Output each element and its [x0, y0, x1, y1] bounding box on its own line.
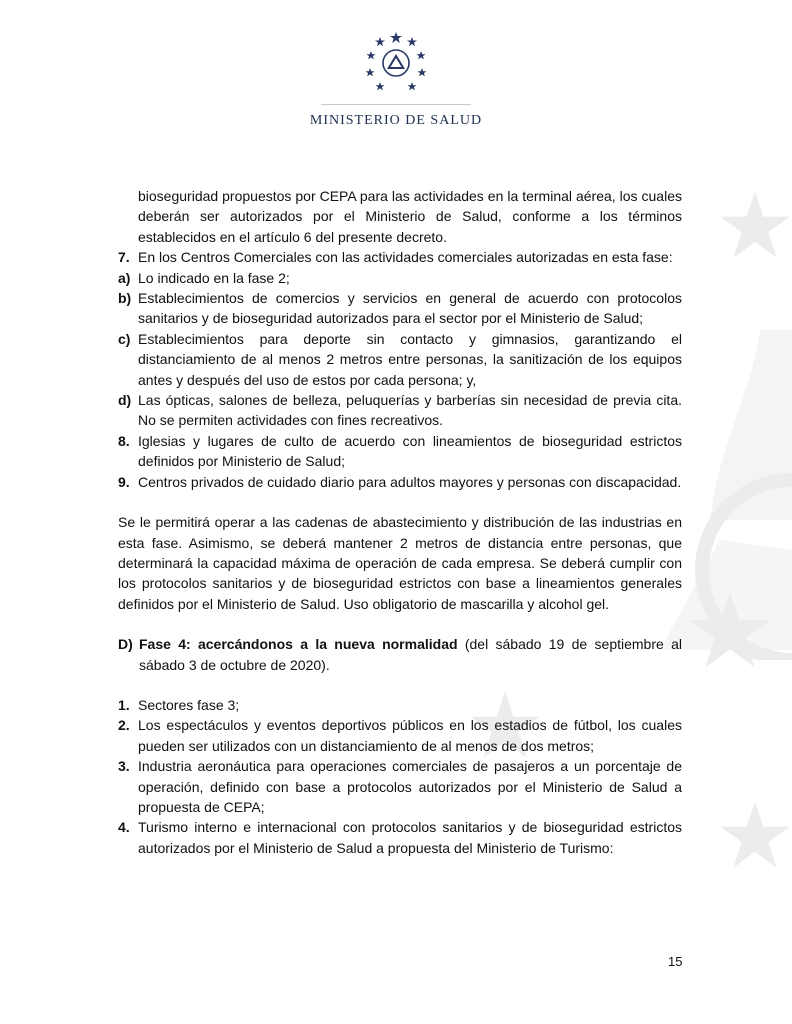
document-body [118, 186, 682, 858]
list-item-marker: d) [118, 392, 132, 409]
watermark-star-icon [720, 190, 790, 260]
list-item-text: Establecimientos de comercios y servicios en general de acuerdo con protocolos sanitarios y de bioseguridad autorizados para el sector por el Ministerio de Salud; [138, 290, 682, 327]
document-header [0, 30, 792, 129]
watermark-star-icon [720, 800, 790, 870]
list-item-text: Lo indicado en la fase 2; [138, 269, 290, 286]
list-item [118, 472, 682, 492]
section-marker: D) [118, 636, 133, 653]
list-item [118, 695, 682, 715]
list-item [118, 817, 682, 858]
list-item-text: Iglesias y lugares de culto de acuerdo con lineamientos de bioseguridad estrictos definidos por Ministerio de Salud; [138, 432, 682, 470]
list-item-text: Establecimientos para deporte sin contacto y gimnasios, garantizando el distanciamiento de al menos 2 metros entre personas, la sanitización de los equipos antes y después del uso de estos por cada persona; y, [138, 330, 682, 388]
list-item [118, 756, 682, 817]
list-item [118, 288, 682, 329]
list-item-marker: 9. [118, 473, 130, 490]
phase-4-dates: (del sábado 19 de septiembre al sábado 3 de octubre de 2020). [139, 636, 682, 673]
coat-of-arms-icon [364, 30, 428, 94]
measures-list [118, 247, 682, 492]
phase-4-sectors-list [118, 695, 682, 858]
list-item [118, 715, 682, 756]
supply-chain-paragraph: Se le permitirá operar a las cadenas de abastecimiento y distribución de las industrias en esta fase. Asimismo, se deberá mantener 2 metros de distancia entre personas, que determinará la capacidad máxima de operación de cada empresa. Se deberá cumplir con los protocolos sanitarios y de bioseguridad estrictos con base a lineamientos generales definidos por el Ministerio de Salud. Uso obligatorio de mascarilla y alcohol gel. [118, 514, 682, 612]
list-item-marker: 7. [118, 249, 130, 266]
continuation-paragraph: bioseguridad propuestos por CEPA para las actividades en la terminal aérea, los cuales deberán ser autorizados por el Ministerio de Salud, conforme a los términos establecidos en el artículo 6 del presente decreto. [138, 188, 682, 245]
list-item [118, 268, 682, 288]
list-item-marker: 2. [118, 717, 130, 734]
page-number: 15 [668, 954, 683, 969]
list-item [118, 431, 682, 472]
header-divider [321, 104, 471, 105]
list-item-marker: 4. [118, 819, 130, 836]
list-item-marker: a) [118, 269, 131, 286]
list-item-marker: 8. [118, 432, 130, 449]
list-item-marker: c) [118, 330, 131, 347]
ministry-name: MINISTERIO DE SALUD [309, 113, 483, 128]
list-item-marker: 1. [118, 696, 130, 713]
list-item-text: En los Centros Comerciales con las actividades comerciales autorizadas en esta fase: [138, 249, 673, 266]
list-item [118, 390, 682, 431]
phase-4-heading [118, 634, 682, 675]
list-item [118, 247, 682, 267]
list-item [118, 329, 682, 390]
list-item-marker: 3. [118, 758, 130, 775]
list-item-text: Turismo interno e internacional con protocolos sanitarios y de bioseguridad estrictos autorizados por el Ministerio de Salud a propuesta del Ministerio de Turismo: [138, 819, 682, 856]
list-item-text: Los espectáculos y eventos deportivos públicos en los estadios de fútbol, los cuales pueden ser utilizados con un distanciamiento de al menos de dos metros; [138, 717, 682, 754]
list-item-text: Sectores fase 3; [138, 696, 240, 713]
list-item-marker: b) [118, 290, 132, 307]
list-item-text: Industria aeronáutica para operaciones comerciales de pasajeros a un porcentaje de operación, definido con base a protocolos autorizados por el Ministerio de Salud a propuesta de CEPA; [138, 758, 682, 815]
list-item-text: Centros privados de cuidado diario para adultos mayores y personas con discapacidad. [138, 473, 682, 490]
phase-4-title: Fase 4: acercándonos a la nueva normalidad [139, 636, 458, 653]
list-item-text: Las ópticas, salones de belleza, peluquerías y barberías sin necesidad de previa cita. No se permiten actividades con fines recreativos. [138, 392, 682, 429]
